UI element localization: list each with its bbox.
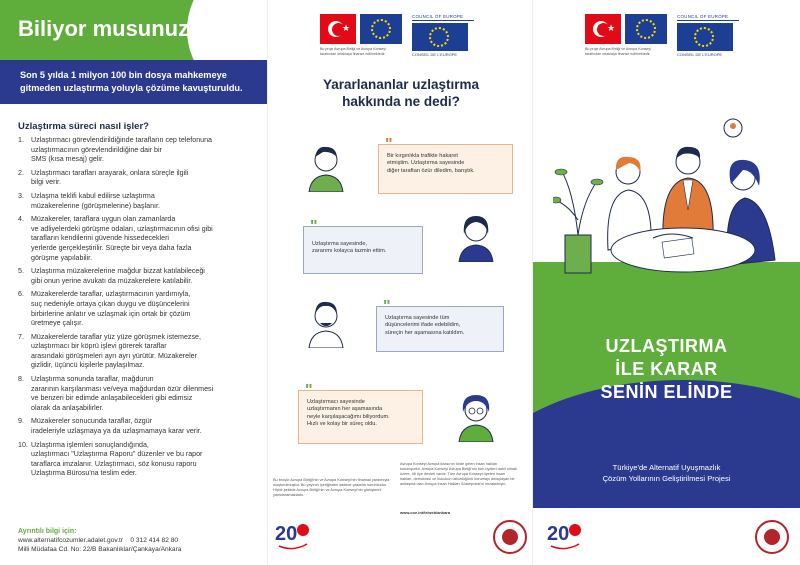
coe-subtitle: CONSEIL DE L'EUROPE <box>412 52 458 57</box>
step-text: Uzlaştırma sonunda taraflar, mağdurun zararının karşılanması ve/veya mağdurdan özür dilenmesi ve benzeri bir edimde anlaşabilecekleri gibi edimsiz olarak da anlaşabilirler. <box>31 375 214 412</box>
partner-logos <box>585 14 739 57</box>
contact-phone: 0 312 414 82 80 <box>130 537 179 544</box>
anniversary-logo-icon <box>545 516 585 556</box>
contact-website-link[interactable]: www.alternatifcozumler.adalet.gov.tr <box>18 537 124 544</box>
process-step <box>18 333 258 371</box>
coe-subtitle: CONSEIL DE L'EUROPE <box>677 52 723 57</box>
cover-panel <box>533 0 800 565</box>
coe-emblem-icon <box>412 23 468 51</box>
step-text: Uzlaştırma işlemleri sonuçlandığında, uzlaştırmacı "Uzlaştırma Raporu" düzenler ve bu rapor taraflarca imzalanır. Uzlaştırmacı, söz konusu raporu Uzlaştırma Bürosu'na teslim eder. <box>31 440 203 478</box>
eu-flag-icon <box>360 14 402 44</box>
step-text: Müzakerelerde taraflar, uzlaştırmacının yardımıyla, suç nedeniyle ortaya çıkan duygu ve düşüncelerini birbirlerine anlatır ve uzlaşmak için ortak bir çözüm üretmeye çalışır. <box>31 290 191 328</box>
contact-label: Ayrıntılı bilgi için: <box>18 528 77 535</box>
panel-title: Biliyor musunuz? <box>18 16 203 41</box>
disclaimer-text: Bu broşür Avrupa Birliği'nin ve Avrupa Konseyi'nin finansal yardımıyla oluşturulmuştur. Bu yayının içeriğinden sadece yazarlar sorumludur. Hiçbir şekilde Avrupa Birliği'nin ve Avrupa Konseyi'nin görüşlerini yansıtmamaktadır. <box>273 478 390 497</box>
council-of-europe-logo <box>677 14 739 57</box>
cover-title-line-2: İLE KARAR <box>615 359 718 379</box>
step-number: 4. <box>18 215 24 224</box>
step-text: Uzlaştırmacı görevlendirildiğinde tarafların cep telefonuna uzlaştırmacının görevlendirildiğine dair bir SMS (kısa mesaj) gelir. <box>31 136 212 164</box>
cover-title-line-1: UZLAŞTIRMA <box>605 336 728 356</box>
anniversary-logo-icon <box>273 516 313 556</box>
testimonial-text: Bir kırgınlıkla trafikte hakaret etmiştim. Uzlaştırma sayesinde diğer taraftan özür diledim, barıştık. <box>387 153 475 174</box>
step-number: 1. <box>18 136 24 144</box>
testimonial-text: Uzlaştırma sayesinde, zararımı kolayca tazmin ettim. <box>312 241 387 255</box>
flag-group <box>320 14 402 56</box>
testimonials-title <box>268 76 533 110</box>
process-step <box>18 215 258 263</box>
step-number: 6. <box>18 290 24 299</box>
step-number: 9. <box>18 417 24 426</box>
man-avatar-icon <box>303 140 349 192</box>
contact-line <box>18 536 181 545</box>
stat-line-1: Son 5 yılda 1 milyon 100 bin dosya mahkemeye <box>20 70 227 80</box>
info-panel <box>0 0 267 565</box>
quote-mark-icon: " <box>310 218 318 235</box>
stat-band <box>0 60 267 104</box>
step-text: Uzlaştırma müzakerelerine mağdur bizzat katılabileceği gibi onun yerine avukatı da müzakerelere katılabilir. <box>31 267 205 285</box>
cover-title <box>533 335 800 404</box>
coe-title: COUNCIL OF EUROPE <box>677 14 739 21</box>
step-text: Müzakerelerde taraflar yüz yüze görüşmek istemezse, uzlaştırmacı bir köprü işlevi görerek taraflar arasındaki görüşmeleri ayrı ayrı yürütür. Müzakereler gizlidir, üçüncü kişilerle paylaşılmaz. <box>31 332 201 370</box>
ministry-seal-icon <box>493 520 527 554</box>
project-line-2: Çözüm Yollarının Geliştirilmesi Projesi <box>602 474 731 483</box>
testimonials-panel <box>267 0 533 565</box>
woman-avatar-icon <box>453 210 499 262</box>
process-step <box>18 417 258 436</box>
step-number: 5. <box>18 267 24 276</box>
quote-mark-icon: " <box>385 136 393 153</box>
step-text: Müzakereler sonucunda taraflar, özgür iradeleriyle uzlaşmaya ya da uzlaşmamaya karar verir. <box>31 417 202 436</box>
process-step <box>18 192 258 211</box>
testimonial-text: Uzlaştırmacı sayesinde uzlaştırmanın her aşamasında neyle karşılaşacağımı biliyordum. Hızlı ve kolay bir süreç oldu. <box>307 399 390 428</box>
contact-block <box>18 527 181 554</box>
process-step <box>18 441 258 479</box>
funding-caption: Bu proje Avrupa Birliği ve Avrupa Konseyi tarafından ortaklaşa finanse edilmektedir. <box>320 47 386 56</box>
coe-emblem-icon <box>677 23 733 51</box>
eu-flag-icon <box>625 14 667 44</box>
testimonial-bubble <box>376 298 504 352</box>
process-step <box>18 136 258 165</box>
step-number: 10. <box>18 440 28 449</box>
quote-mark-icon: " <box>383 298 391 315</box>
process-steps-list <box>18 136 258 483</box>
step-number: 2. <box>18 168 24 177</box>
woman-avatar-icon <box>453 390 499 442</box>
testimonial-text: Uzlaştırma sayesinde tüm düşüncelerimi ifade edebildim, süreçin her aşamasına katıldım. <box>385 315 465 336</box>
testimonial-bubble <box>298 382 423 444</box>
flag-group <box>585 14 667 56</box>
step-text: Müzakereler, taraflara uygun olan zamanlarda ve adliyelerdeki görüşme odaları, uzlaştırmacının ofisi gibi tarafların kendilerini güvende hissedecekleri yerlerde gerçekleştirilir. Süreçte bir veya daha fazla görüşme yapılabilir. <box>31 215 213 262</box>
man-avatar-icon <box>303 296 349 348</box>
title-line-1: Yararlananlar uzlaştırma <box>322 77 480 92</box>
project-name <box>533 462 800 484</box>
svg-text:20: 20 <box>547 523 570 545</box>
testimonial-bubble <box>303 218 423 274</box>
step-number: 7. <box>18 332 24 341</box>
council-of-europe-logo <box>412 14 474 57</box>
process-step <box>18 169 258 188</box>
title-line-2: hakkında ne dedi? <box>342 94 460 109</box>
turkey-flag-icon: ★ <box>320 14 356 44</box>
step-number: 3. <box>18 191 24 200</box>
partner-logos <box>320 14 474 57</box>
quote-mark-icon: " <box>305 382 313 399</box>
coe-description-text: Avrupa Konseyi Avrupa kıtasının önde gelen insan hakları kuruluşudur. Avrupa Konseyi Avrupa Birliği'nin tüm üyeleri dahil olmak üzere, 46 üye devleti vardır. Tüm Avrupa Konseyi üyeleri insan hakları, demokrasi ve hukukun üstünlüğünü korumayı amaçlayan bir antlaşma olan Avrupa İnsan Hakları Sözleşmesi'ni imzalamıştır. <box>400 462 517 486</box>
stat-line-2: gitmeden uzlaştırma yoluyla çözüme kavuşturuldu. <box>20 83 243 93</box>
cover-title-line-3: SENİN ELİNDE <box>600 382 733 402</box>
step-text: Uzlaştırmacı tarafları arayarak, onlara süreçle ilgili bilgi verir. <box>31 168 189 187</box>
step-number: 8. <box>18 375 24 384</box>
process-step <box>18 267 258 286</box>
coe-title: COUNCIL OF EUROPE <box>412 14 474 21</box>
svg-text:20: 20 <box>275 523 298 545</box>
funding-caption: Bu proje Avrupa Birliği ve Avrupa Konseyi tarafından ortaklaşa finanse edilmektedir. <box>585 47 651 56</box>
process-subtitle: Uzlaştırma süreci nasıl işler? <box>18 121 149 132</box>
process-step <box>18 290 258 328</box>
project-line-1: Türkiye'de Alternatif Uyuşmazlık <box>612 463 721 472</box>
testimonial-bubble <box>378 136 513 194</box>
mediation-meeting-illustration <box>553 100 793 305</box>
step-text: Uzlaşma teklifi kabul edilirse uzlaştırma müzakerelerine (görüşmelerine) başlanır. <box>31 191 160 210</box>
ministry-seal-icon <box>755 520 789 554</box>
contact-address: Milli Müdafaa Cd. No: 22/B Bakanlıklar/Çankaya/Ankara <box>18 546 182 553</box>
process-step <box>18 375 258 413</box>
turkey-flag-icon: ★ <box>585 14 621 44</box>
header-band <box>0 0 267 60</box>
coe-website-link[interactable]: www.coe.int/tr/web/ankara <box>400 510 451 515</box>
